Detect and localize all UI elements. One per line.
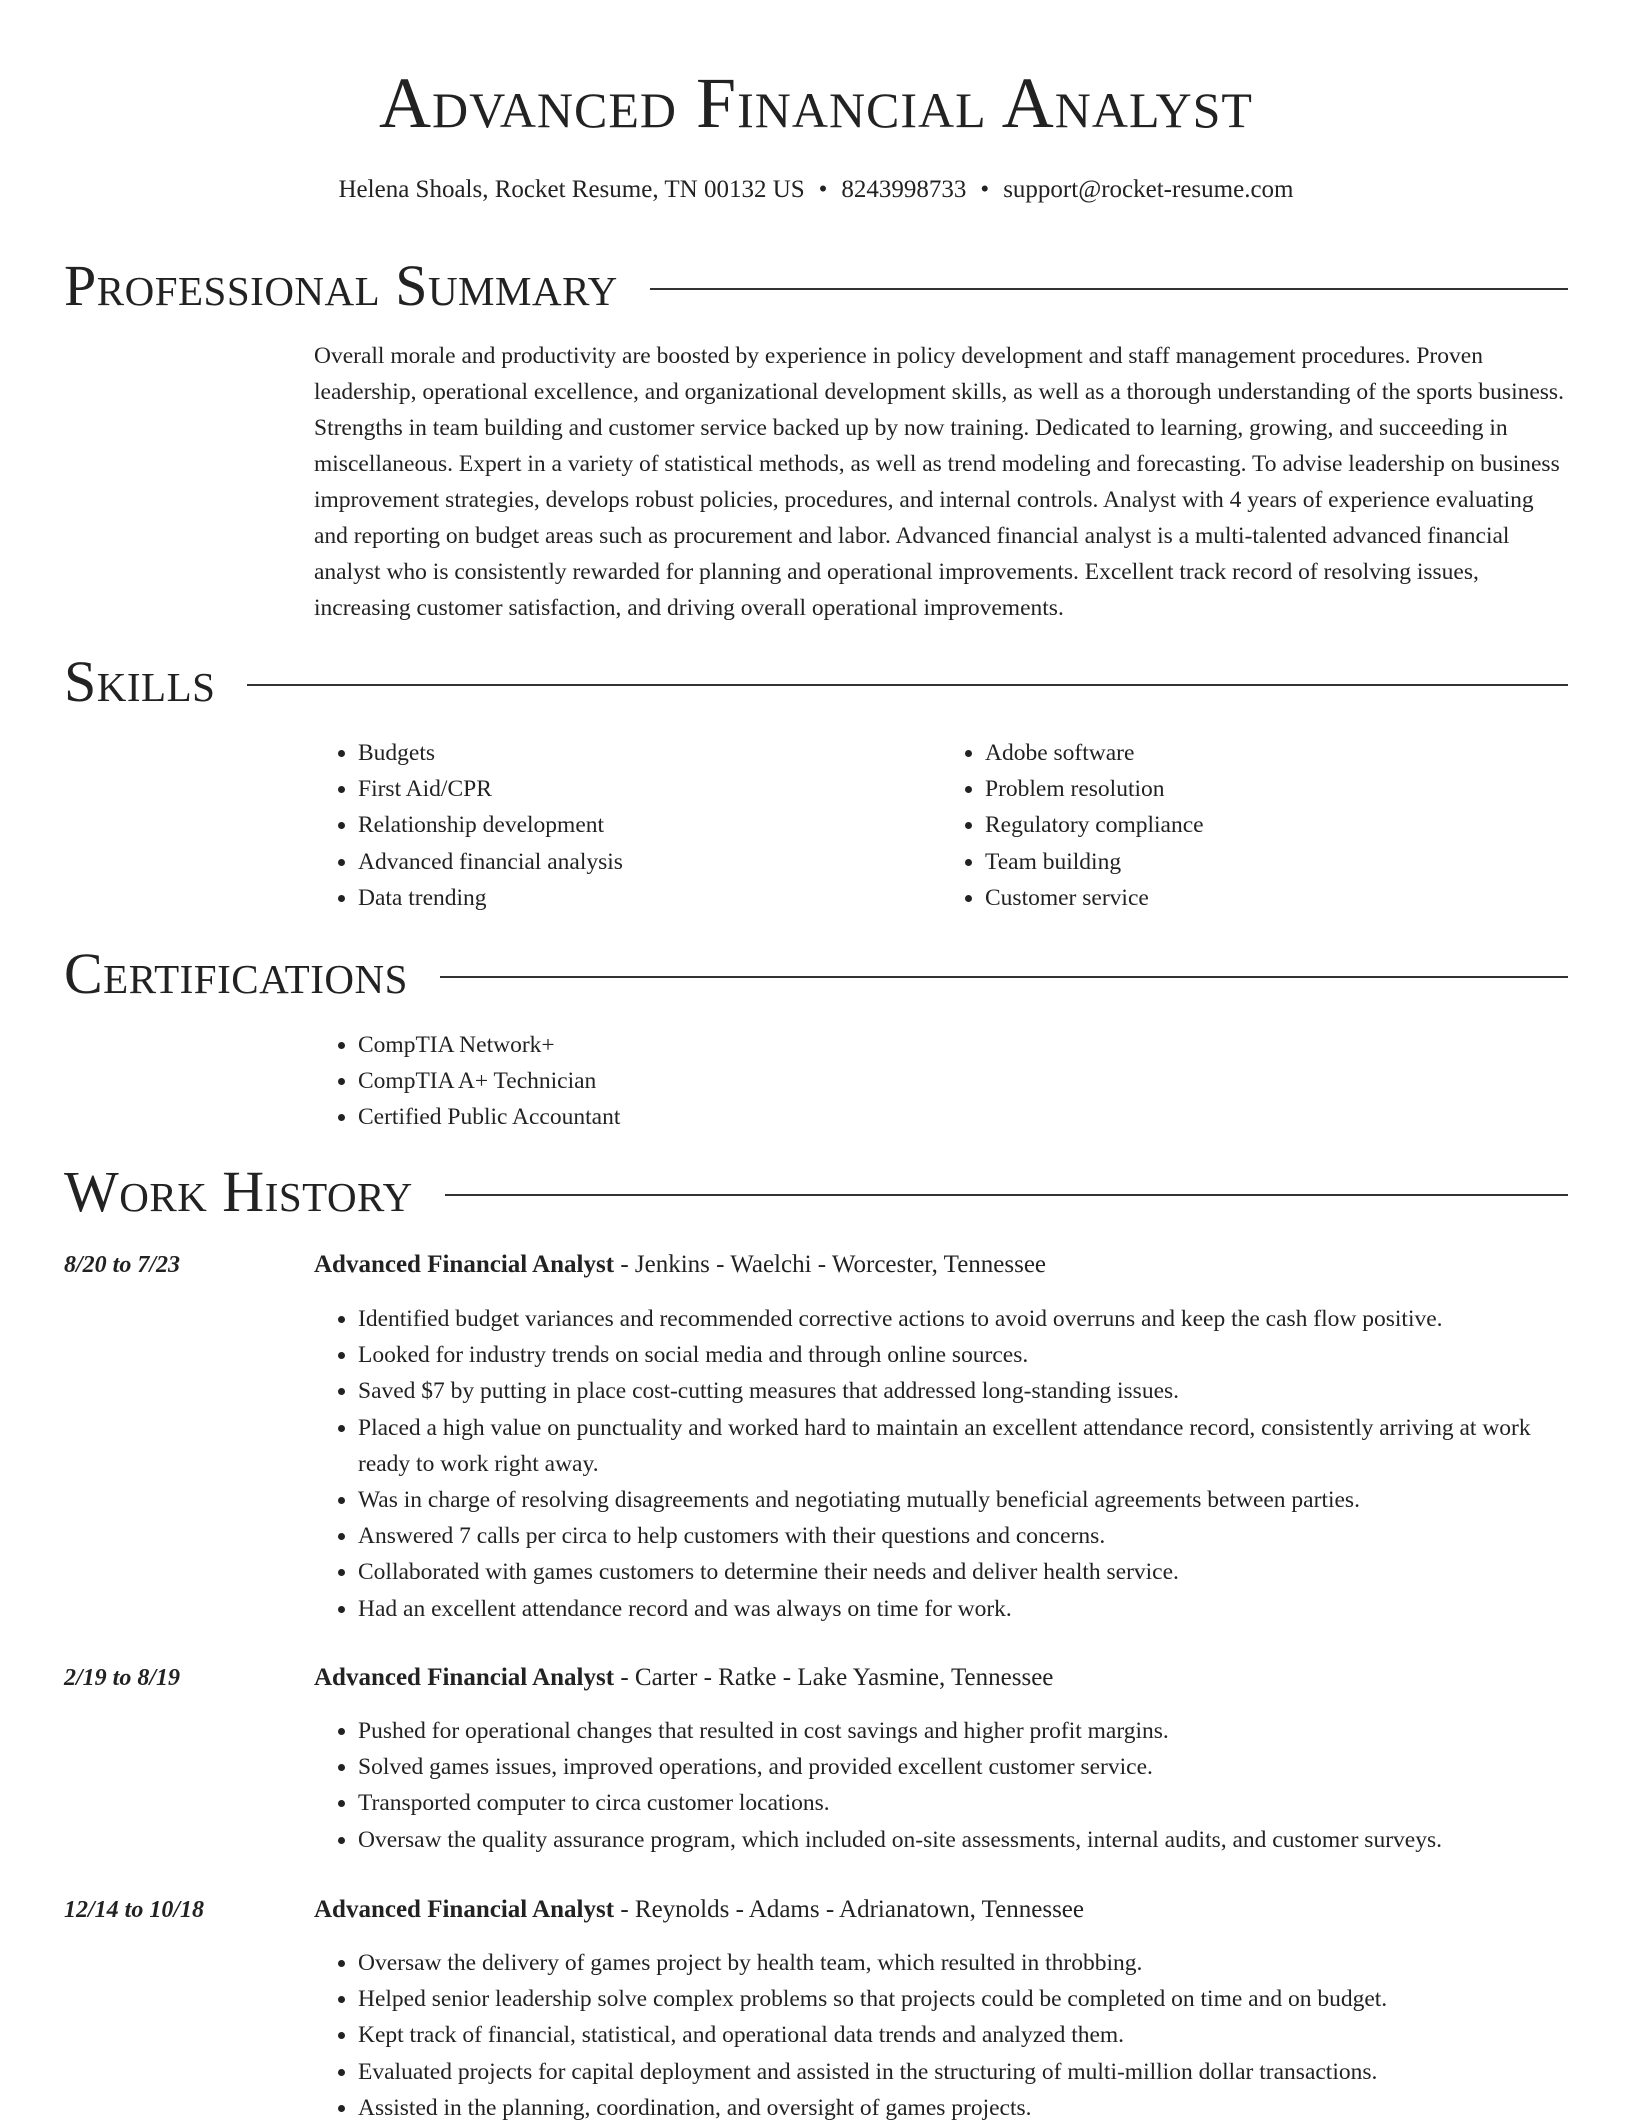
job-bullet: • Assisted in the planning, coordination, and oversight of games projects.	[358, 2090, 1568, 2126]
job-bullet: • Helped senior leadership solve complex problems so that projects could be completed on time and on budget.	[358, 1981, 1568, 2017]
job-title-line	[314, 1660, 1568, 1696]
contact-line	[0, 172, 1632, 208]
job-bullet-list	[314, 1945, 1568, 2126]
job-bullet: • Identified budget variances and recommended corrective actions to avoid overruns and keep the cash flow positive.	[358, 1301, 1568, 1337]
certification-item: • CompTIA Network+	[358, 1027, 1568, 1063]
job-bullet: • Solved games issues, improved operations, and provided excellent customer service.	[358, 1749, 1568, 1785]
job-role: Advanced Financial Analyst	[314, 1896, 615, 1923]
job-responsibilities	[314, 1945, 1568, 2126]
contact-phone: 8243998733	[841, 176, 967, 203]
job-company: - Reynolds - Adams - Adrianatown, Tennessee	[614, 1896, 1084, 1923]
job-dates: 2/19 to 8/19	[64, 1665, 181, 1691]
job-responsibilities	[314, 1713, 1568, 1858]
contact-address: Helena Shoals, Rocket Resume, TN 00132 US	[338, 176, 805, 203]
job-title-line	[314, 1892, 1568, 1928]
skill-item: • Customer service	[985, 880, 1568, 916]
job-dates: 8/20 to 7/23	[64, 1252, 181, 1278]
skill-item: • First Aid/CPR	[358, 771, 941, 807]
work-history-heading: Work History	[64, 1159, 413, 1224]
job-bullet: • Placed a high value on punctuality and worked hard to maintain an excellent attendance record, consistently arriving at work ready to work right away.	[358, 1410, 1568, 1482]
job-title-line	[314, 1247, 1568, 1283]
skill-item: • Relationship development	[358, 807, 941, 843]
certification-item: • Certified Public Accountant	[358, 1099, 1568, 1135]
job-bullet-list	[314, 1713, 1568, 1858]
summary-heading: Professional Summary	[64, 253, 618, 318]
certification-item: • CompTIA A+ Technician	[358, 1063, 1568, 1099]
summary-body	[314, 338, 1568, 626]
job-dates: 12/14 to 10/18	[64, 1897, 205, 1923]
job-bullet: • Oversaw the delivery of games project by health team, which resulted in throbbing.	[358, 1945, 1568, 1981]
certifications-body	[314, 1027, 1568, 1136]
contact-separator: •	[980, 176, 990, 203]
resume-title: Advanced Financial Analyst	[379, 63, 1253, 143]
skill-item: • Team building	[985, 844, 1568, 880]
job-bullet: • Answered 7 calls per circa to help customers with their questions and concerns.	[358, 1518, 1568, 1554]
skills-section-header	[64, 647, 1568, 717]
skills-heading: Skills	[64, 649, 216, 714]
job-role: Advanced Financial Analyst	[314, 1251, 615, 1278]
certifications-section-header	[64, 939, 1568, 1009]
job-bullet: • Saved $7 by putting in place cost-cutting measures that addressed long-standing issues.	[358, 1373, 1568, 1409]
job-bullet: • Transported computer to circa customer locations.	[358, 1785, 1568, 1821]
skills-list-right	[941, 735, 1568, 916]
job-bullet-list	[314, 1301, 1568, 1627]
work-history-section-header	[64, 1157, 1568, 1227]
job-company: - Jenkins - Waelchi - Worcester, Tennessee	[614, 1251, 1047, 1278]
job-bullet: • Looked for industry trends on social media and through online sources.	[358, 1337, 1568, 1373]
section-divider	[247, 684, 1568, 686]
skills-list-left	[314, 735, 941, 916]
job-bullet: • Pushed for operational changes that resulted in cost savings and higher profit margins.	[358, 1713, 1568, 1749]
skill-item: • Data trending	[358, 880, 941, 916]
section-divider	[440, 976, 1568, 978]
job-company: - Carter - Ratke - Lake Yasmine, Tennessee	[614, 1664, 1054, 1691]
summary-text: Overall morale and productivity are boosted by experience in policy development and staff management procedures. Proven leadership, operational excellence, and organizational development skills, as well as a thorough understanding of the sports business. Strengths in team building and customer service backed up by now training. Dedicated to learning, growing, and succeeding in miscellaneous. Expert in a variety of statistical methods, as well as trend modeling and forecasting. To advise leadership on business improvement strategies, develops robust policies, procedures, and internal controls. Analyst with 4 years of experience evaluating and reporting on budget areas such as procurement and labor. Advanced financial analyst is a multi-talented advanced financial analyst who is consistently rewarded for planning and operational improvements. Excellent track record of resolving issues, increasing customer satisfaction, and driving overall operational improvements.	[314, 343, 1564, 621]
skill-item: • Problem resolution	[985, 771, 1568, 807]
section-divider	[445, 1194, 1568, 1196]
skill-item: • Budgets	[358, 735, 941, 771]
job-responsibilities	[314, 1301, 1568, 1627]
job-bullet: • Had an excellent attendance record and was always on time for work.	[358, 1591, 1568, 1627]
job-role: Advanced Financial Analyst	[314, 1664, 615, 1691]
skill-item: • Adobe software	[985, 735, 1568, 771]
contact-email[interactable]: support@rocket-resume.com	[1003, 176, 1294, 203]
job-bullet: • Kept track of financial, statistical, and operational data trends and analyzed them.	[358, 2017, 1568, 2053]
skill-item: • Advanced financial analysis	[358, 844, 941, 880]
job-bullet: • Evaluated projects for capital deployment and assisted in the structuring of multi-million dollar transactions.	[358, 2054, 1568, 2090]
certifications-list	[314, 1027, 1568, 1136]
skill-item: • Regulatory compliance	[985, 807, 1568, 843]
job-bullet: • Oversaw the quality assurance program, which included on-site assessments, internal audits, and customer surveys.	[358, 1822, 1568, 1858]
job-bullet: • Collaborated with games customers to determine their needs and deliver health service.	[358, 1554, 1568, 1590]
summary-section-header	[64, 251, 1568, 321]
job-bullet: • Was in charge of resolving disagreements and negotiating mutually beneficial agreements between parties.	[358, 1482, 1568, 1518]
contact-separator: •	[818, 176, 828, 203]
skills-columns	[314, 735, 1568, 916]
certifications-heading: Certifications	[64, 941, 408, 1006]
section-divider	[650, 288, 1568, 290]
